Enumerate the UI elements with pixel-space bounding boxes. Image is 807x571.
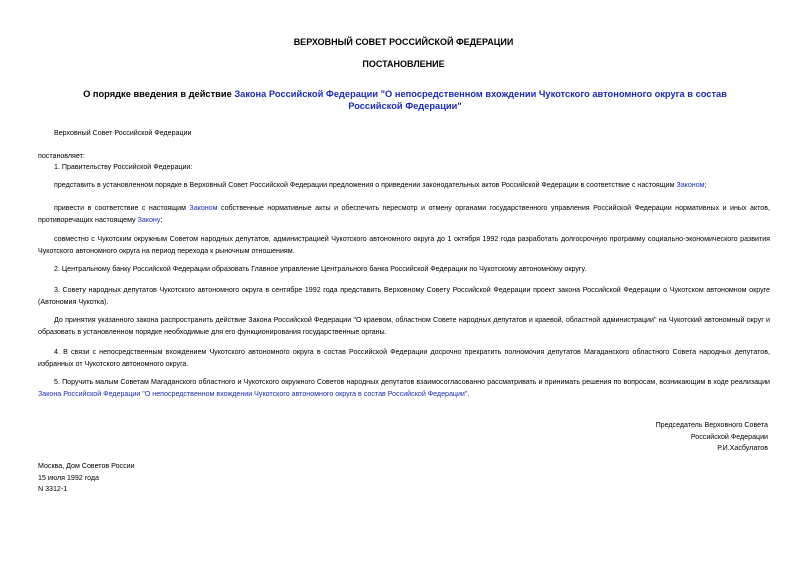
item-1c: совместно с Чукотским окружным Советом народных депутатов, администрацией Чукотского автономного округа до 1 октября 1992 года разработать долгосрочную программу социально-экономического развития Чукотского автономного округа на период перехода к рыночным отношениям.: [38, 235, 770, 255]
item-4: 4. В связи с непосредственным вхождением Чукотского автономного округа в состав Российской Федерации досрочно прекратить полномочия депутатов Магаданского областного Совета народных депутатов, избранных от Чукотского автономного округа.: [38, 348, 770, 368]
document-title: [60, 88, 750, 112]
title-law-link[interactable]: Закона Российской Федерации "О непосредственном вхождении Чукотского автономного округа в состав Российской Федерации": [234, 89, 727, 111]
item-2: 2. Центральному банку Российской Федерации образовать Главное управление Центрального банка Российской Федерации по Чукотскому автономному округу.: [54, 265, 587, 273]
footer-place: Москва, Дом Советов России: [38, 462, 135, 470]
intro-line: Верховный Совет Российской Федерации: [54, 129, 192, 137]
item-1a: представить в установленном порядке в Верховный Совет Российской Федерации предложения о приведении законодательных актов Российской Федерации в соответствие с настоящим Законом;: [54, 181, 707, 189]
item-3b: До принятия указанного закона распространить действие Закона Российской Федерации "О краевом, областном Совете народных депутатов и краевой, областной администрации" на Чукотский автономный округ и образовать в установленном порядке необходимые для его функционирования государственные органы.: [38, 316, 770, 336]
signature-body: Российской Федерации: [690, 432, 768, 441]
law-link[interactable]: Закона Российской Федерации "О непосредственном вхождении Чукотского автономного округа в состав Российской Федерации": [38, 389, 468, 398]
item-1b: привести в соответствие с настоящим Законом собственные нормативные акты и обеспечить пересмотр и отмену органами государственного управления Российской Федерации нормативных и иных актов, противоречащих настоящему Закону;: [38, 204, 770, 224]
signature-name: Р.И.Хасбулатов: [717, 444, 768, 453]
law-link[interactable]: Законом: [676, 181, 705, 189]
title-prefix: О порядке введения в действие: [83, 89, 235, 99]
item-3: 3. Совету народных депутатов Чукотского автономного округа в сентябре 1992 года представить Верховному Совету Российской Федерации проект закона Российской Федерации о Чукотском автономном округе (Автономия Чукотка).: [38, 286, 770, 306]
signature-block: [568, 420, 768, 455]
footer-number: N 3312-1: [38, 485, 68, 494]
footer-date: 15 июля 1992 года: [38, 473, 99, 482]
document-footer: [38, 461, 135, 496]
item-1: 1. Правительству Российской Федерации:: [54, 163, 193, 171]
signature-position: Председатель Верховного Совета: [655, 421, 768, 429]
law-link[interactable]: Закону: [137, 215, 161, 224]
document-type-heading: ПОСТАНОВЛЕНИЕ: [362, 59, 445, 69]
decrees-line: постановляет:: [38, 152, 85, 160]
item-5: 5. Поручить малым Советам Магаданского областного и Чукотского окружного Советов народных депутатов взаимосогласованно рассматривать и принимать решения по вопросам, возникающим в ходе реализации Закона Российской Федерации "О непосредственном вхождении Чукотского автономного округа в состав Российской Федерации".: [38, 378, 770, 398]
issuer-heading: ВЕРХОВНЫЙ СОВЕТ РОССИЙСКОЙ ФЕДЕРАЦИИ: [293, 37, 514, 47]
law-link[interactable]: Законом: [189, 204, 218, 212]
